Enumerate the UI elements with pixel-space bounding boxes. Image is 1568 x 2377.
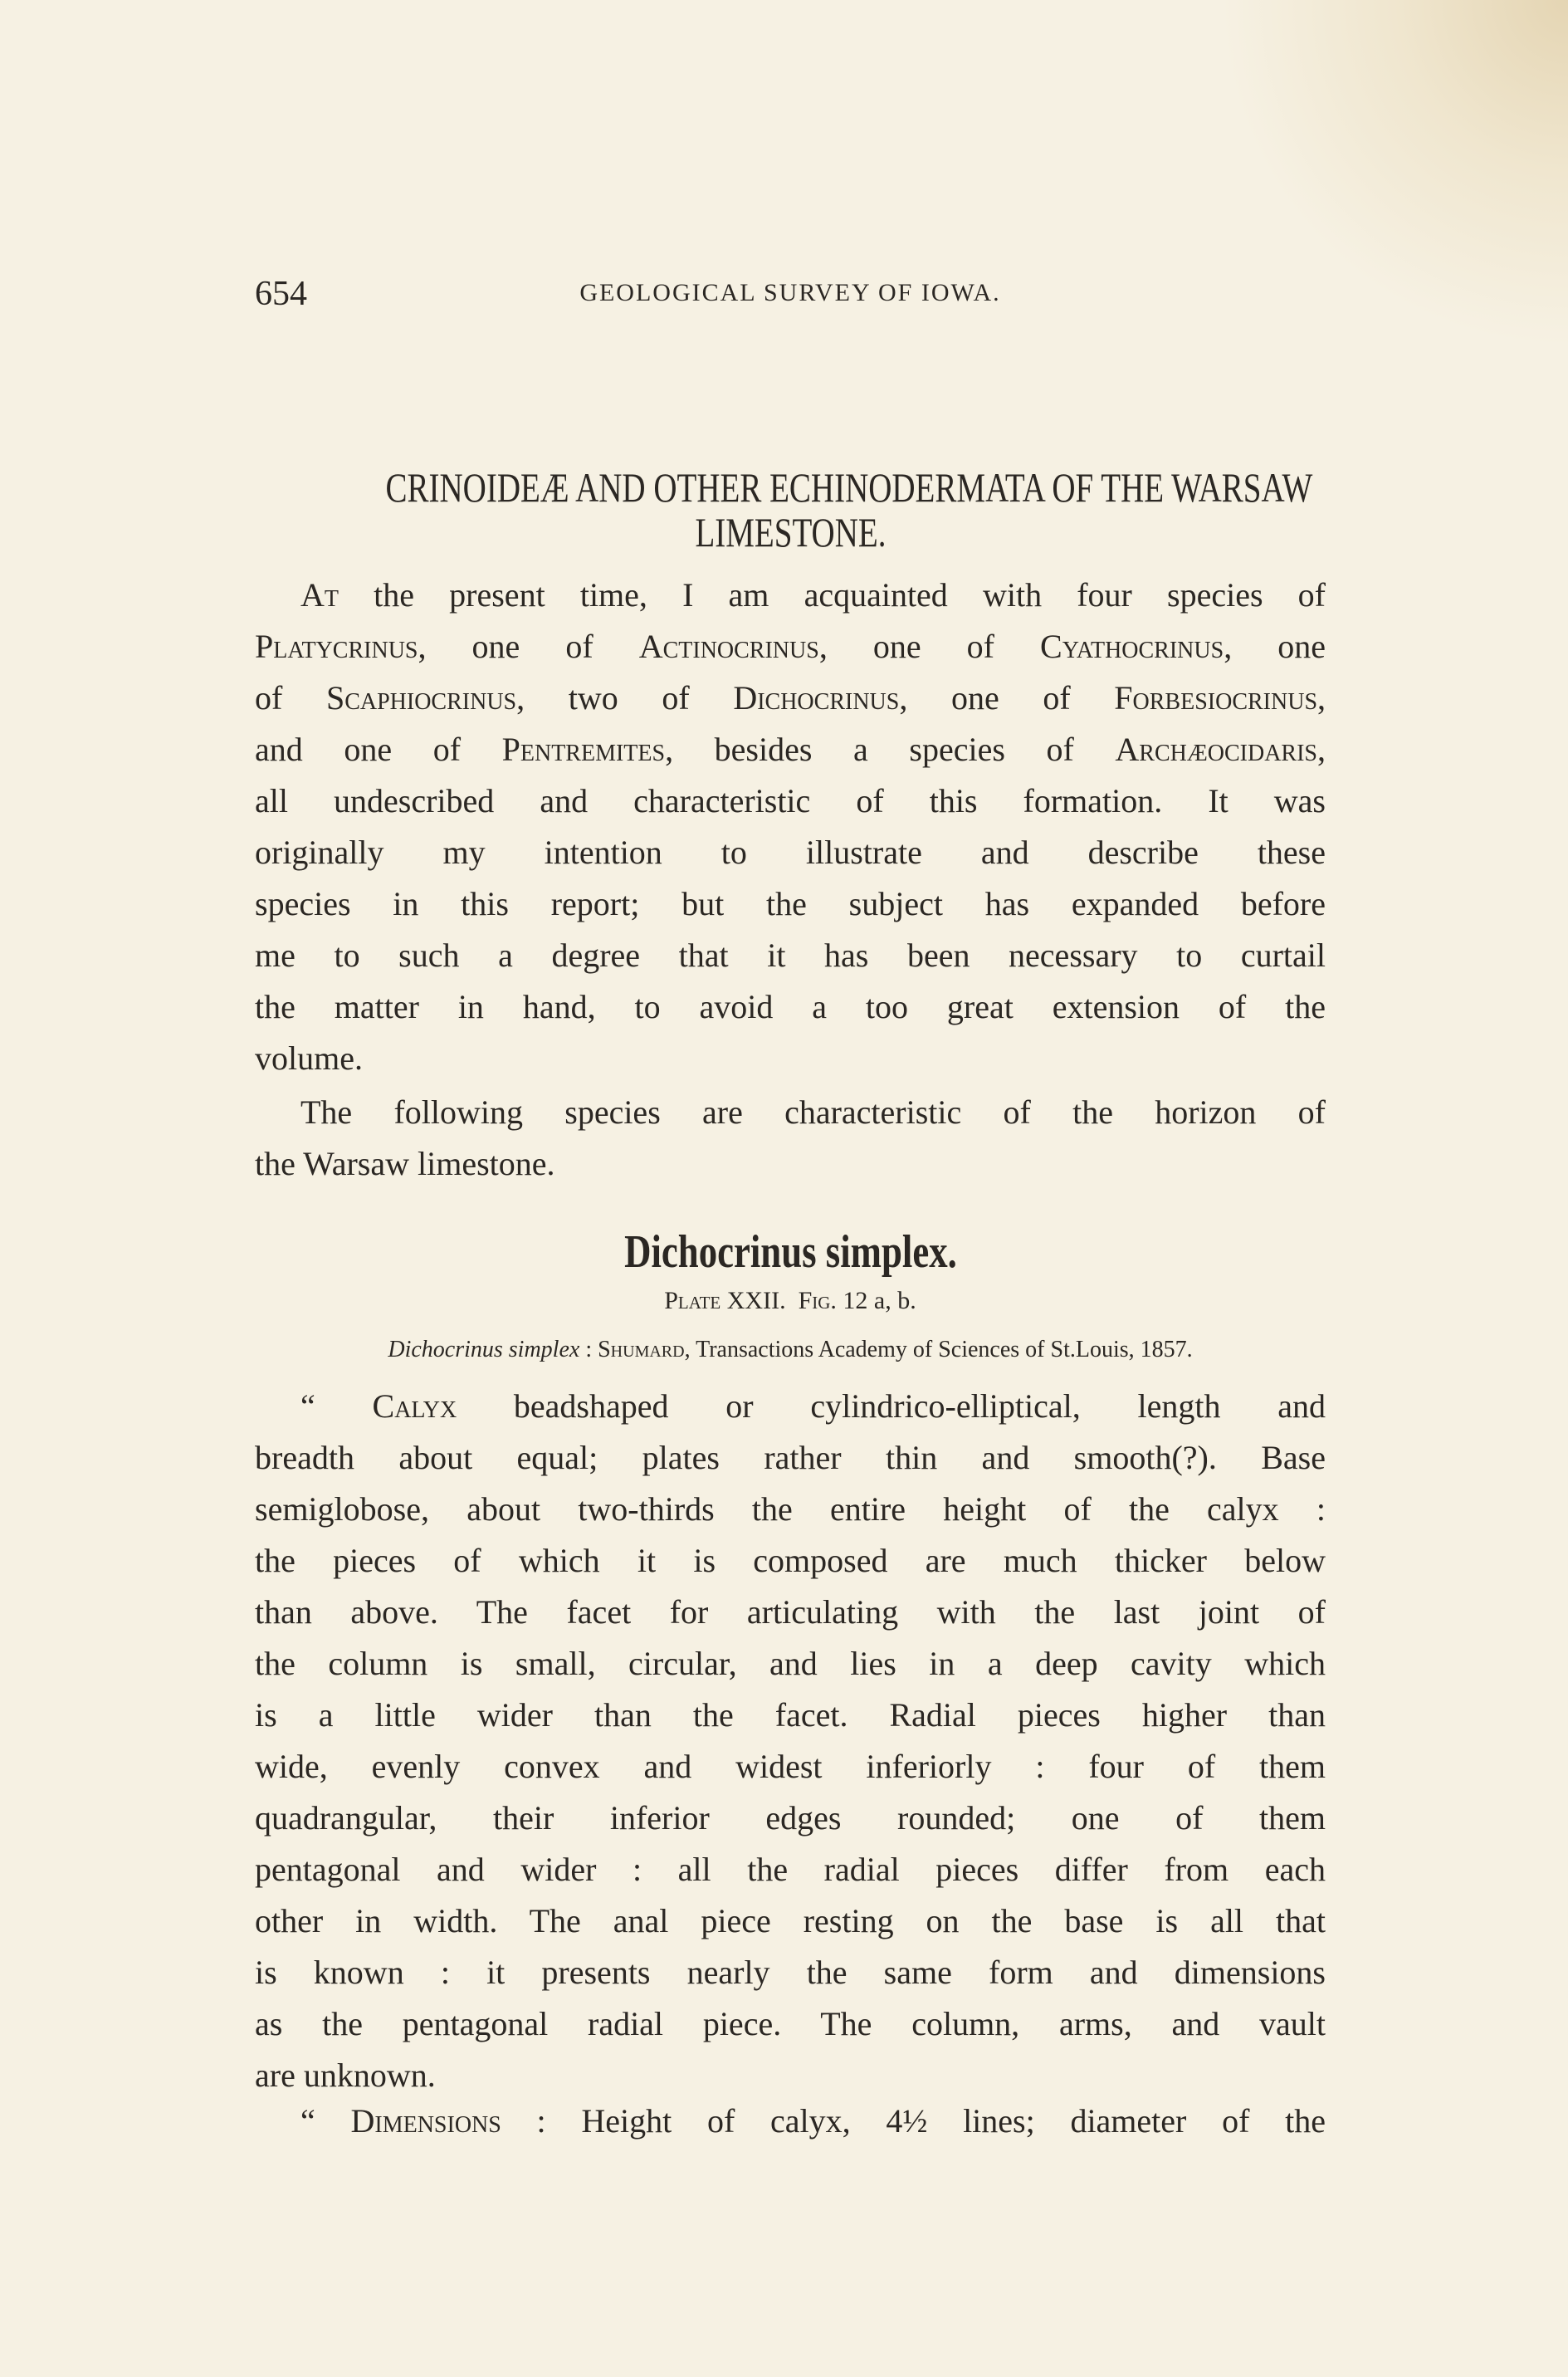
species-heading: Dichocrinus simplex. [623,1226,957,1278]
text-line [255,1998,1326,2050]
text-segment: is a little wider than the facet. Radial pieces higher than [255,1696,1326,1734]
quote-paragraph [255,1381,1326,2101]
text-segment: : Height of calyx, 4½ lines; diameter of the [501,2102,1326,2140]
text-segment: Forbesiocrinus [1114,679,1318,717]
text-segment: , besides a species of [665,731,1116,768]
text-line [255,1432,1326,1484]
text-segment: , one of [418,628,639,665]
text-segment: “ [300,1387,373,1425]
text-line [255,775,1326,827]
second-paragraph [255,1087,1326,1190]
text-line [255,1033,1326,1084]
text-segment: originally my intention to illustrate and describe these [255,834,1326,871]
text-segment: At [300,576,339,614]
text-line [255,827,1326,878]
text-line [255,2050,1326,2101]
text-segment: Actinocrinus [638,628,819,665]
text-segment: the matter in hand, to avoid a too great extension of the [255,988,1326,1025]
dimensions-paragraph [255,2096,1326,2147]
text-segment: all undescribed and characteristic of this formation. It was [255,782,1326,819]
text-line [255,621,1326,673]
text-segment: and one of [255,731,502,768]
text-segment: me to such a degree that it has been necessary to curtail [255,937,1326,974]
text-line [255,981,1326,1033]
text-segment: species in this report; but the subject has expanded before [255,885,1326,922]
text-line [255,878,1326,930]
text-segment: other in width. The anal piece resting on the base is all that [255,1902,1326,1939]
text-line [255,1587,1326,1638]
text-segment: of [255,679,326,717]
text-segment: pentagonal and wider : all the radial pieces differ from each [255,1851,1326,1888]
text-segment: than above. The facet for articulating with the last joint of [255,1593,1326,1631]
text-segment: volume. [255,1039,363,1077]
text-line [255,1535,1326,1587]
text-segment: , one [1224,628,1326,665]
running-head: GEOLOGICAL SURVEY OF IOWA. [579,279,1001,306]
text-line [255,1138,1326,1190]
text-segment: Calyx [372,1387,457,1425]
text-segment: Cyathocrinus [1040,628,1224,665]
text-segment: Dichocrinus [733,679,900,717]
text-line [255,570,1326,621]
citation: Dichocrinus simplex : Shumard, Transactions Academy of Sciences of St.Louis, 1857. [388,1337,1193,1362]
text-segment: are unknown. [255,2057,436,2094]
text-segment: the present time, I am acquainted with four species of [339,576,1326,614]
text-segment: Dimensions [350,2102,501,2140]
text-segment: the column is small, circular, and lies in a deep cavity which [255,1645,1326,1682]
text-line [255,1087,1326,1138]
text-segment: The following species are characteristic of the horizon of [300,1093,1326,1131]
text-line [255,1638,1326,1690]
text-line [255,1793,1326,1844]
section-title-line: LIMESTONE. [694,509,887,555]
text-segment: , [1317,731,1326,768]
text-line [255,1690,1326,1741]
text-segment: as the pentagonal radial piece. The column, arms, and vault [255,2005,1326,2042]
plate-reference: Plate XXII. Fig. 12 a, b. [664,1287,916,1314]
text-segment: is known : it presents nearly the same form and dimensions [255,1954,1326,1991]
text-segment: beadshaped or cylindrico-elliptical, length and [457,1387,1326,1425]
text-segment: “ [300,2102,351,2140]
page-number: 654 [255,275,307,313]
text-line [255,1741,1326,1793]
text-segment: , two of [516,679,734,717]
text-line [255,724,1326,775]
text-segment: Scaphiocrinus [325,679,517,717]
text-segment: semiglobose, about two-thirds the entire height of the calyx : [255,1490,1326,1528]
text-line [255,1484,1326,1535]
text-segment: breadth about equal; plates rather thin and smooth(?). Base [255,1439,1326,1476]
text-line [255,2096,1326,2147]
text-line [255,673,1326,724]
section-title [255,465,1326,555]
text-segment: wide, evenly convex and widest inferiorly : four of them [255,1748,1326,1785]
text-line [255,1844,1326,1895]
text-segment: Archæocidaris [1115,731,1317,768]
section-title-line: CRINOIDEÆ AND OTHER ECHINODERMATA OF THE WARSAW [385,464,1313,511]
text-segment: the pieces of which it is composed are much thicker below [255,1542,1326,1579]
text-line [255,1895,1326,1947]
text-segment: Pentremites [501,731,666,768]
text-line [255,930,1326,981]
text-line [255,1381,1326,1432]
text-segment: , one of [818,628,1041,665]
text-segment: the Warsaw limestone. [255,1145,555,1182]
intro-paragraph [255,570,1326,1084]
text-segment: quadrangular, their inferior edges rounded; one of them [255,1799,1326,1837]
text-segment: Platycrinus [255,628,418,665]
text-line [255,1947,1326,1998]
text-segment: , one of [899,679,1115,717]
text-segment: , [1317,679,1326,717]
